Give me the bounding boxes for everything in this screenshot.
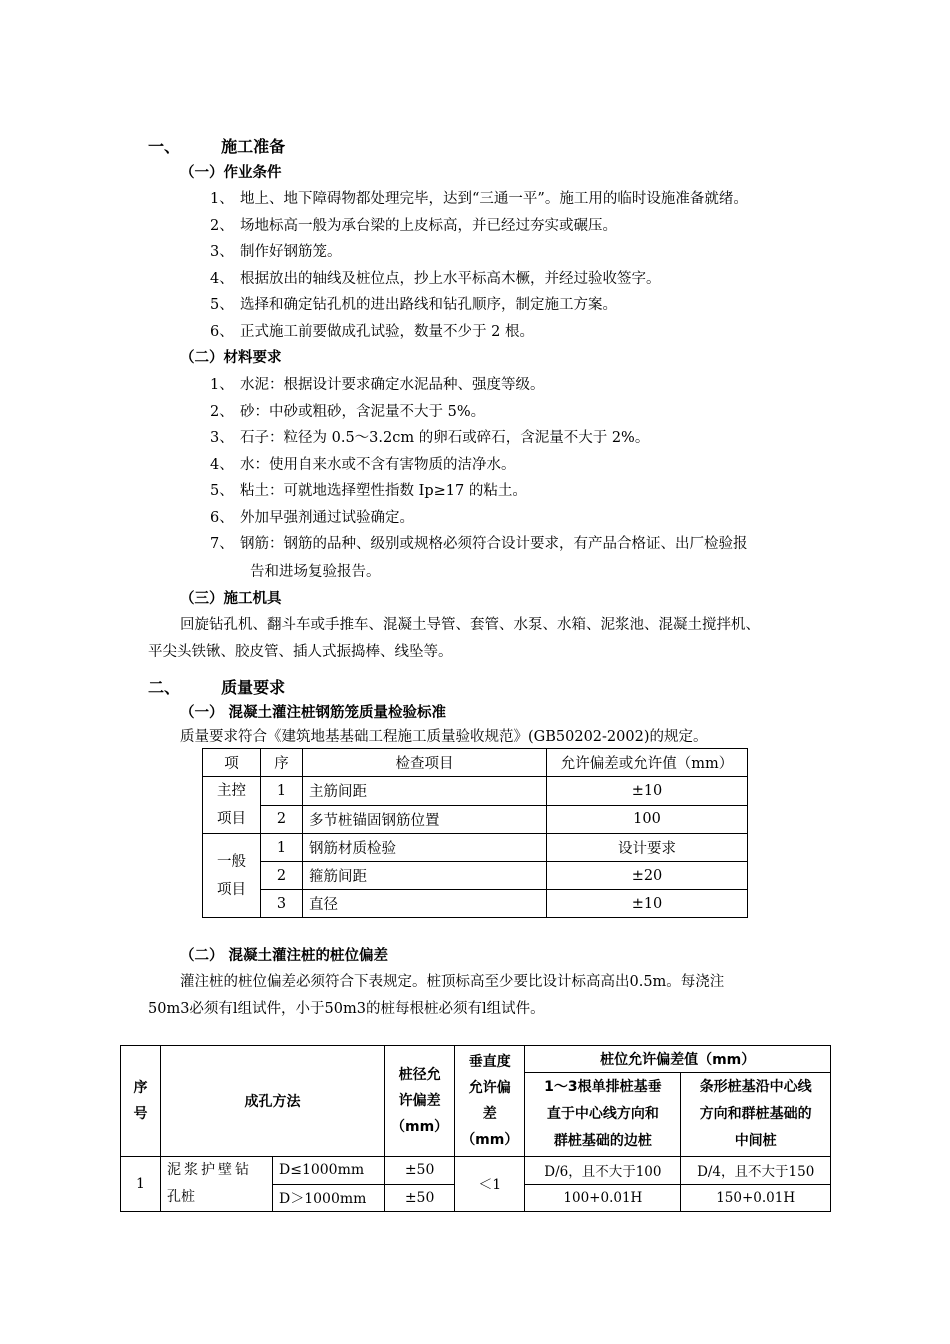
list-item-continuation: 告和进场复验报告。 — [250, 564, 381, 580]
table-cell: 设计要求 — [547, 834, 748, 862]
table-cell: D/6，且不大于100 — [525, 1157, 681, 1185]
list-item: 6、 外加早强剂通过试验确定。 — [210, 510, 414, 526]
subsection-2-1-title: （一） 混凝土灌注桩钢筋笼质量检验标准 — [180, 705, 447, 721]
header-diameter: 桩径允 许偏差 （mm） — [385, 1046, 455, 1157]
list-item: 2、 场地标高一般为承台梁的上皮标高，并已经过夯实或碾压。 — [210, 218, 617, 234]
list-item: 1、 地上、地下障碍物都处理完毕，达到“三通一平”。施工用的临时设施准备就绪。 — [210, 191, 748, 207]
list-item: 6、 正式施工前要做成孔试验，数量不少于 2 根。 — [210, 324, 534, 340]
paragraph-line: 50m3必须有l组试件，小于50m3的桩每根桩必须有l组试件。 — [148, 1001, 545, 1017]
group-label: 一般 项目 — [203, 834, 261, 918]
section-2-number: 二、 — [148, 678, 181, 697]
header-position-b: 条形桩基沿中心线 方向和群桩基础的 中间桩 — [681, 1073, 831, 1157]
subsection-2-2-title: （二） 混凝土灌注桩的桩位偏差 — [180, 948, 389, 964]
subsection-1-1-title: （一）作业条件 — [180, 165, 282, 181]
table-header: 序 — [261, 749, 303, 777]
list-item: 2、 砂：中砂或粗砂，含泥量不大于 5%。 — [210, 404, 486, 420]
section-1-number: 一、 — [148, 137, 181, 156]
subsection-1-2-title: （二）材料要求 — [180, 350, 282, 366]
table-cell: 100+0.01H — [525, 1184, 681, 1212]
table-cell: D≤1000mm — [273, 1157, 385, 1185]
table-cell: 2 — [261, 862, 303, 890]
table-header: 检查项目 — [303, 749, 547, 777]
list-item: 3、 石子：粒径为 0.5～3.2cm 的卵石或碎石，含泥量不大于 2%。 — [210, 430, 650, 446]
table-cell: ±10 — [547, 890, 748, 918]
paragraph-line: 平尖头铁锹、胶皮管、插人式振捣棒、线坠等。 — [148, 644, 453, 660]
table-header: 允许偏差或允许值（mm） — [547, 749, 748, 777]
paragraph-line: 质量要求符合《建筑地基基础工程施工质量验收规范》(GB50202-2002)的规定。 — [180, 729, 708, 745]
table-cell: D＞1000mm — [273, 1184, 385, 1212]
list-item: 5、 粘土：可就地选择塑性指数 Ip≥17 的粘土。 — [210, 483, 527, 499]
table-cell: 直径 — [303, 890, 547, 918]
table-cell: D/4，且不大于150 — [681, 1157, 831, 1185]
paragraph-line: 灌注桩的桩位偏差必须符合下表规定。桩顶标高至少要比设计标高高出0.5m。每浇注 — [180, 974, 725, 990]
table-cell: ±10 — [547, 777, 748, 806]
list-item: 7、 钢筋：钢筋的品种、级别或规格必须符合设计要求，有产品合格证、出厂检验报 — [210, 536, 748, 552]
table-cell: 泥浆护壁钻 孔桩 — [161, 1157, 273, 1212]
header-verticality: 垂直度 允许偏 差 （mm） — [455, 1046, 525, 1157]
list-item: 4、 根据放出的轴线及桩位点，抄上水平标高木橛，并经过验收签字。 — [210, 271, 661, 287]
table-cell: ±50 — [385, 1184, 455, 1212]
table-cell: 1 — [261, 834, 303, 862]
table-cell: 3 — [261, 890, 303, 918]
table-cell: 钢筋材质检验 — [303, 834, 547, 862]
section-2-title: 质量要求 — [221, 678, 286, 697]
list-item: 4、 水：使用自来水或不含有害物质的洁净水。 — [210, 457, 516, 473]
section-1-title: 施工准备 — [221, 137, 286, 156]
list-item: 1、 水泥：根据设计要求确定水泥品种、强度等级。 — [210, 377, 545, 393]
table-cell: ＜1 — [455, 1157, 525, 1212]
header-position: 桩位允许偏差值（mm） — [525, 1046, 831, 1073]
table-cell: 多节桩锚固钢筋位置 — [303, 805, 547, 834]
paragraph-line: 回旋钻孔机、翻斗车或手推车、混凝土导管、套管、水泵、水箱、泥浆池、混凝土搅拌机、 — [180, 617, 760, 633]
table-cell: 1 — [121, 1157, 161, 1212]
subsection-1-3-title: （三）施工机具 — [180, 591, 282, 607]
list-item: 5、 选择和确定钻孔机的进出路线和钻孔顺序，制定施工方案。 — [210, 297, 617, 313]
header-position-a: 1～3根单排桩基垂 直于中心线方向和 群桩基础的边桩 — [525, 1073, 681, 1157]
table-cell: ±20 — [547, 862, 748, 890]
section-2-heading — [148, 675, 285, 698]
table-cell: 1 — [261, 777, 303, 806]
section-1-heading — [148, 134, 285, 157]
table-cell: 2 — [261, 805, 303, 834]
header-seq: 序 号 — [121, 1046, 161, 1157]
table-cell: 100 — [547, 805, 748, 834]
table-header: 项 — [203, 749, 261, 777]
header-method: 成孔方法 — [161, 1046, 385, 1157]
table-cell: 150+0.01H — [681, 1184, 831, 1212]
group-label: 主控 项目 — [203, 777, 261, 834]
pile-position-table — [120, 1045, 831, 1212]
list-item: 3、 制作好钢筋笼。 — [210, 244, 342, 260]
rebar-cage-table — [202, 748, 748, 918]
table-cell: ±50 — [385, 1157, 455, 1185]
table-cell: 主筋间距 — [303, 777, 547, 806]
table-cell: 箍筋间距 — [303, 862, 547, 890]
